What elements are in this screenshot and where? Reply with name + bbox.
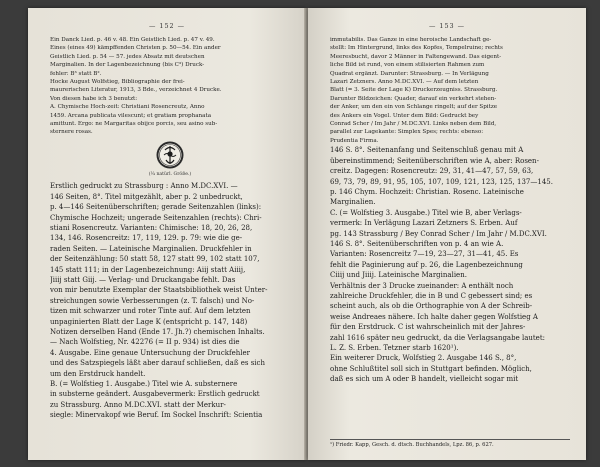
open-book bbox=[28, 8, 588, 460]
left-page-text bbox=[50, 36, 290, 421]
text-line: scheint auch, als ob die Orthographie von A der Schreib- bbox=[330, 302, 533, 311]
text-line: und des Satzspiegels läßt aber darauf schließen, daß es sich bbox=[50, 359, 265, 368]
text-line: sternere rosas. bbox=[50, 129, 93, 136]
text-line: immutabilis. Das Ganze in eine heroische Landschaft ge- bbox=[330, 37, 492, 43]
text-line: maurerischen Literatur, 1913, 3 Bde., verzeichnet 4 Drucke. bbox=[50, 87, 222, 94]
text-line: Jiiij statt Giij. — Verlag- und Druckangabe fehlt. Das bbox=[50, 275, 236, 284]
text-line: für den Erstdruck. C ist wahrscheinlich mit der Jahres- bbox=[330, 323, 526, 332]
text-line: zu Strassburg. Anno M.DC.XVI. statt der Merkur- bbox=[50, 400, 226, 409]
text-line: Notizen derselben Hand (Ende 17. Jh.?) chemischen Inhalts. bbox=[50, 327, 265, 336]
left-page-number: — 152 — bbox=[148, 22, 186, 30]
text-line: 1459. Arcana publicata vilescunt; et gratiam prophanata bbox=[50, 112, 212, 119]
text-line: zahl 1616 später neu gedruckt, da die Verlagsangabe lautet: bbox=[330, 333, 546, 342]
text-line: der Anker, um den ein von Schlange ringelt; auf der Spitze bbox=[330, 104, 498, 111]
text-line: Darunter Bildzeichen: Quader, darauf ein verkehrt stehen- bbox=[330, 95, 497, 102]
text-line: Hocke August Wolfstieg, Bibliographie der frei- bbox=[50, 79, 185, 86]
left-page-body bbox=[50, 181, 290, 420]
footnote: ¹) Friedr. Kapp, Gesch. d. dtsch. Buchhandels, Lpz. 86, p. 627. bbox=[330, 439, 570, 448]
text-line: pg. 143 Strassburg / Bey Conrad Scher / Im Jahr / M.DC.XVI. bbox=[330, 229, 547, 238]
right-page-intro bbox=[330, 36, 570, 145]
text-line: Von diesen habe ich 3 benutzt: bbox=[50, 95, 138, 102]
text-line: um den Erstdruck handelt. bbox=[50, 369, 146, 378]
text-line: Eines (eines 49) kämpffenden Christen p. 50—54. Ein ander bbox=[50, 45, 221, 52]
text-line: stellt: Im Hintergrund, links des Kopfes, Tempelruine; rechts bbox=[330, 45, 503, 52]
right-page-text bbox=[330, 36, 570, 385]
text-line: — Nach Wolfstieg, Nr. 42276 (= II p. 934) ist dies die bbox=[50, 338, 240, 347]
text-line: 146 S. 8°. Seitenüberschriften von p. 4 an wie A. bbox=[330, 239, 504, 248]
text-line: 134, 146. Rosencreitz: 17, 119, 129. p. 79: wie die ge- bbox=[50, 234, 243, 243]
text-line: B. (= Wolfstieg 1. Ausgabe.) Titel wie A. substernere bbox=[50, 380, 238, 388]
text-line: p. 146 Chym. Hochzeit: Christian. Rosenc. Lateinische bbox=[330, 187, 524, 196]
text-line: fehlt die Paginierung auf p. 26, die Lagenbezeichnung bbox=[330, 260, 523, 269]
text-line: Marginalien. In der Lagenbezeichnung (bis C³) Druck- bbox=[50, 62, 205, 69]
text-line: liche Bild ist rund, von einem stilisierten Rahmen zum bbox=[330, 62, 485, 69]
text-line: Erstlich gedruckt zu Strassburg : Anno M.DC.XVI. — bbox=[50, 182, 238, 191]
text-line: Chymische Hochzeit; ungerade Seitenzahlen (rechts): Chri- bbox=[50, 213, 262, 222]
text-line: Blatt (= 3. Seite der Lage K) Druckerzeugniss. Strassburg. bbox=[330, 87, 498, 94]
text-line: in substerne geändert. Ausgabevermerk: Erstlich gedruckt bbox=[50, 390, 260, 399]
text-line: Ein weiterer Druck, Wolfstieg 2. Ausgabe 146 S., 8°, bbox=[330, 354, 517, 363]
text-line: Marginalien. bbox=[330, 198, 376, 207]
right-page-body bbox=[330, 145, 570, 384]
left-page-intro bbox=[50, 36, 290, 137]
text-line: Meeresbucht, davor 2 Männer in Faltengewand. Das eigent- bbox=[330, 53, 502, 60]
right-page-number: — 153 — bbox=[428, 22, 466, 30]
text-line: L. Z. S. Erben. Tetzner starb 1620¹). bbox=[330, 344, 459, 352]
emblem-figure bbox=[50, 140, 290, 179]
text-line: Conrad Scher / Im Jahr / M.DC.XVI. Links neben dem Bild, bbox=[330, 121, 497, 128]
text-line: 146 S. 8°. Seitenanfang und Seitenschluß genau mit A bbox=[330, 146, 524, 155]
text-line: 146 Seiten, 8°. Titel mitgezählt, aber p. 2 unbedruckt, bbox=[50, 192, 243, 201]
text-line: ohne Schlußtitel soll sich in Stuttgart befinden. Möglich, bbox=[330, 364, 532, 373]
emblem-caption: (¼ natürl. Größe.) bbox=[148, 171, 192, 177]
text-line: unpaginierten Blatt der Lage K (entspricht p. 147, 148) bbox=[50, 317, 248, 326]
text-line: Quadrat ergänzt. Darunter: Strassburg. — In Verlägung bbox=[330, 70, 489, 77]
text-line: siegle: Minervakopf wie Beruf. Im Sockel Inschrift: Scientia bbox=[50, 411, 263, 420]
text-line: der Seitenzählung: 50 statt 58, 127 statt 99, 102 statt 107, bbox=[50, 255, 260, 264]
text-line: A. Chymische Hoch-zeit: Christiani Rosencreutz, Anno bbox=[50, 104, 205, 111]
text-line: p. 4—146 Seitenüberschriften; gerade Seitenzahlen (links): bbox=[50, 203, 262, 212]
text-line: amittunt. Ergo: ne Margaritas obijce porcis, seu asino sub- bbox=[50, 121, 218, 128]
left-page bbox=[28, 8, 306, 460]
text-line: Lazari Zetzners. Anno M.DC.XVI. — Auf dem letzten bbox=[330, 79, 479, 86]
text-line: raden Seiten. — Lateinische Marginalien. Druckfehler in bbox=[50, 244, 252, 253]
text-line: daß es sich um A oder B handelt, vielleicht sogar mit bbox=[330, 375, 519, 384]
text-line: creitz. Dagegen: Rosencreutz: 29, 31, 41—47, 57, 59, 63, bbox=[330, 167, 534, 176]
right-page bbox=[308, 8, 586, 460]
text-line: 4. Ausgabe. Eine genaue Untersuchung der Druckfehler bbox=[50, 348, 250, 357]
text-line: Geistlich Lied. p. 54 — 57. jedes Absatz mit deutschen bbox=[50, 53, 205, 60]
text-line: des Ankers ein Vogel. Unter dem Bild: Gedruckt bey bbox=[330, 112, 479, 119]
text-line: übereinstimmend; Seitenüberschriften wie A, aber: Rosen- bbox=[330, 156, 539, 165]
text-line: streichungen sowie Verbesserungen (z. T. falsch) und No- bbox=[50, 296, 255, 305]
text-line: Varianten: Rosencreitz 7—19, 23—27, 31—41, 45. Es bbox=[330, 250, 519, 259]
printer-emblem-icon bbox=[155, 140, 185, 170]
text-line: 145 statt 111; in der Lagenbezeichnung: Aiij statt Aiiij, bbox=[50, 265, 246, 274]
text-line: parallel zur Lagekante: Simplex Spes; rechts: ebenso: bbox=[330, 129, 484, 136]
text-line: Ein Danck Lied. p. 46 v. 48. Ein Geistlich Lied. p. 47 v. 49. bbox=[50, 37, 215, 43]
text-line: von mir benutzte Exemplar der Staatsbibliothek weist Unter- bbox=[50, 286, 268, 295]
text-line: zahlreiche Druckfehler, die in B und C gebessert sind; es bbox=[330, 291, 533, 300]
text-line: weise Andreaes nähere. Ich halte daher gegen Wolfstieg A bbox=[330, 312, 538, 321]
text-line: fehler: B³ statt B². bbox=[50, 70, 102, 77]
text-line: C. (= Wolfstieg 3. Ausgabe.) Titel wie B, aber Verlags- bbox=[330, 208, 522, 217]
text-line: tizen mit schwarzer und roter Tinte auf. Auf dem letzten bbox=[50, 307, 251, 316]
text-line: vermerk: In Verlägung Lazari Zetzners S. Erben. Auf bbox=[330, 219, 518, 228]
text-line: 69, 73, 79, 89, 91, 95, 105, 107, 109, 121, 123, 125, 137—145. bbox=[330, 177, 553, 186]
text-line: Prudentia Firma. bbox=[330, 137, 379, 144]
text-line: Ciiij und Jiiij. Lateinische Marginalien. bbox=[330, 271, 467, 280]
text-line: Verhältnis der 3 Drucke zueinander: A enthält noch bbox=[330, 281, 514, 290]
text-line: stiani Rosencreutz. Varianten: Chimische: 18, 20, 26, 28, bbox=[50, 223, 253, 232]
